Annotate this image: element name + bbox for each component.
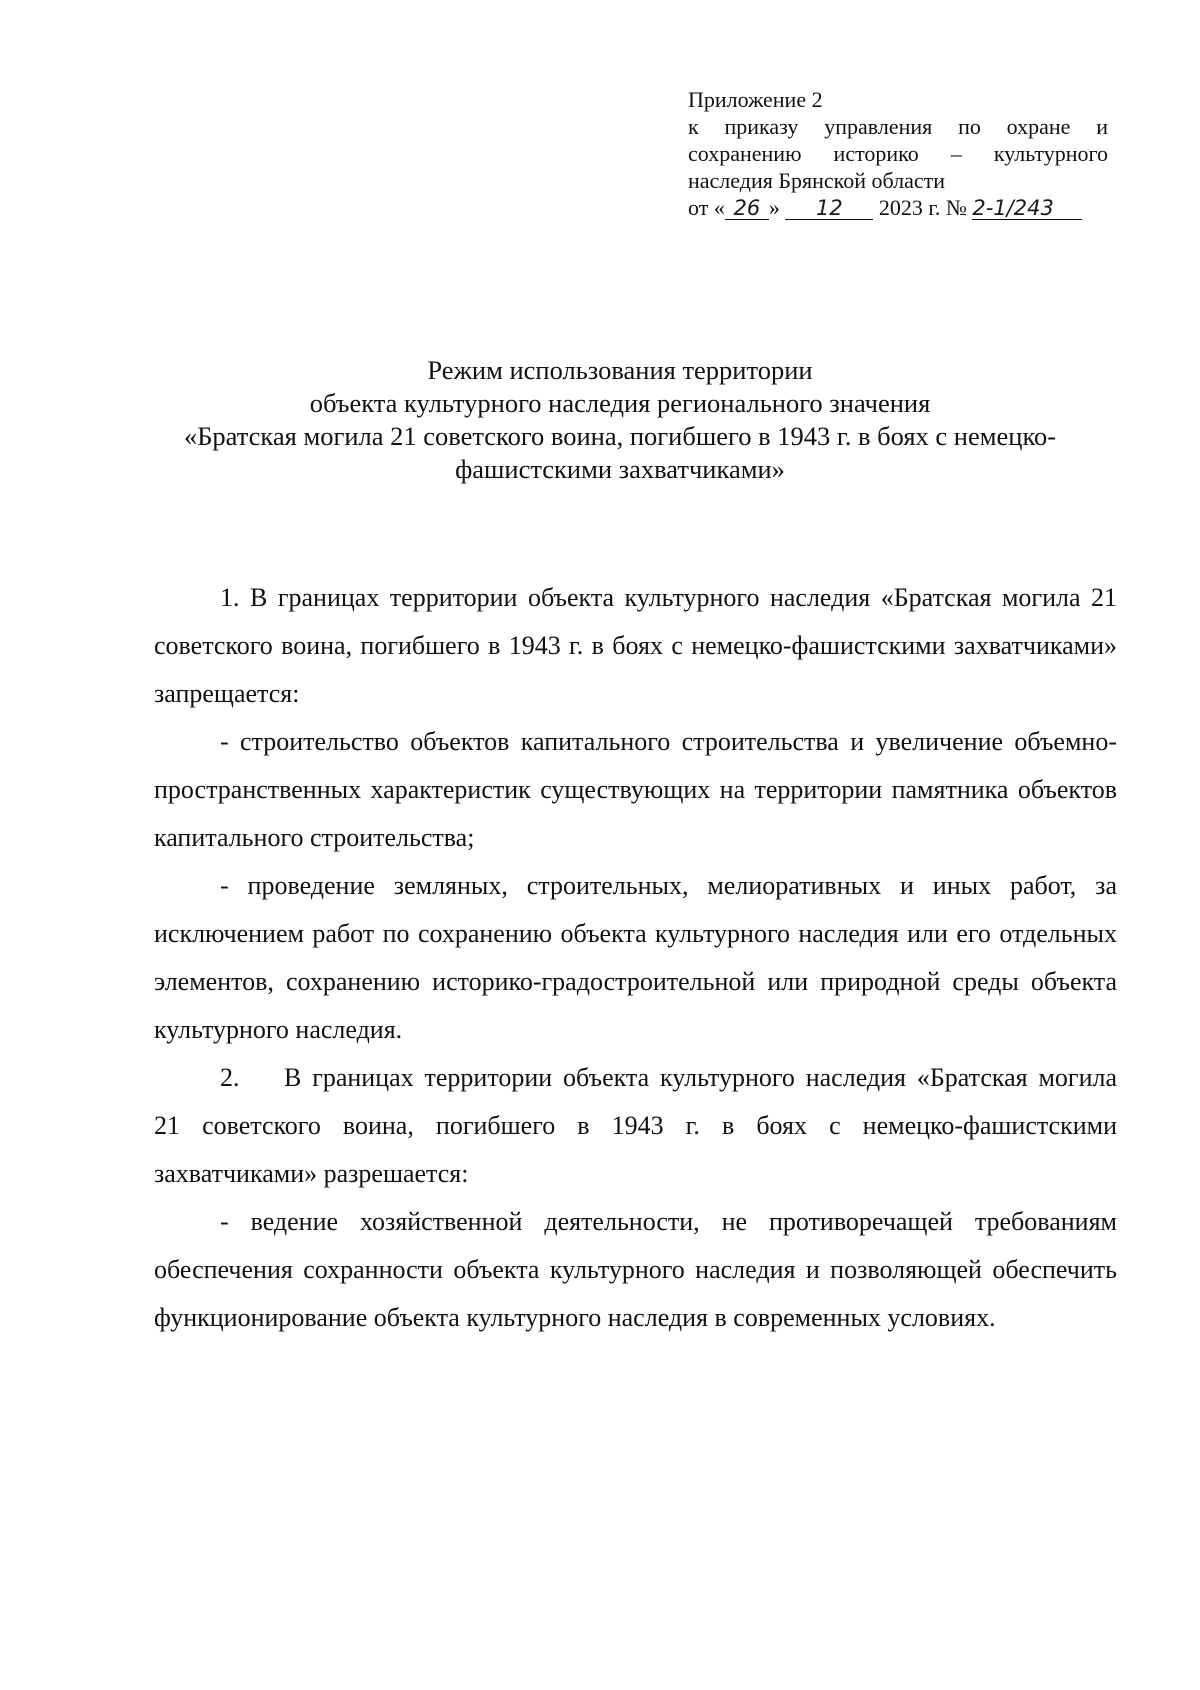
document-body bbox=[154, 574, 1117, 1342]
paragraph-4-text: В границах территории объекта культурного наследия «Братская могила 21 советского воина, погибшего в 1943 г. в боях с немецко-фашистскими захватчиками» разрешается: bbox=[154, 1063, 1117, 1188]
appendix-line-3: наследия Брянской области bbox=[688, 168, 946, 193]
appendix-line-1: к приказу управления по охране и bbox=[688, 114, 1108, 139]
order-number-handwritten: 2-1/243 bbox=[972, 196, 1054, 220]
date-year-text: 2023 г. № bbox=[878, 195, 967, 220]
title-line-3: «Братская могила 21 советского воина, погибшего в 1943 г. в боях с немецко- bbox=[183, 421, 1057, 451]
document-title bbox=[150, 354, 1090, 486]
title-line-1: Режим использования территории bbox=[427, 355, 813, 385]
date-day-close: » bbox=[768, 195, 780, 220]
paragraph-4-number: 2. bbox=[220, 1063, 240, 1092]
order-number-field bbox=[972, 197, 1082, 220]
paragraph-5: - ведение хозяйственной деятельности, не противоречащей требованиям обеспечения сохранности объекта культурного наследия и позволяющей обеспечить функционирование объекта культурного наследия в современных условиях. bbox=[154, 1207, 1117, 1332]
paragraph-1: 1. В границах территории объекта культурного наследия «Братская могила 21 советского воина, погибшего в 1943 г. в боях с немецко-фашистскими захватчиками» запрещается: bbox=[154, 583, 1117, 708]
paragraph-4 bbox=[154, 1054, 1117, 1198]
paragraph-2: - строительство объектов капитального строительства и увеличение объемно-пространственных характеристик существующих на территории памятника объектов капитального строительства; bbox=[154, 727, 1117, 852]
date-day-handwritten: 26 bbox=[733, 196, 761, 220]
title-line-4: фашистскими захватчиками» bbox=[455, 454, 785, 484]
appendix-date-line bbox=[688, 194, 1108, 221]
title-line-2: объекта культурного наследия регионального значения bbox=[309, 388, 931, 418]
date-month-handwritten: 12 bbox=[815, 196, 843, 220]
date-month-field bbox=[785, 197, 873, 220]
date-day-field bbox=[725, 197, 769, 220]
appendix-header bbox=[688, 86, 1108, 221]
appendix-line-2: сохранению историко – культурного bbox=[688, 141, 1108, 166]
appendix-title: Приложение 2 bbox=[688, 87, 823, 112]
date-prefix: от « bbox=[688, 195, 725, 220]
paragraph-3: - проведение земляных, строительных, мелиоративных и иных работ, за исключением работ по сохранению объекта культурного наследия или его отдельных элементов, сохранению историко-градостроительной или природной среды объекта культурного наследия. bbox=[154, 871, 1117, 1044]
